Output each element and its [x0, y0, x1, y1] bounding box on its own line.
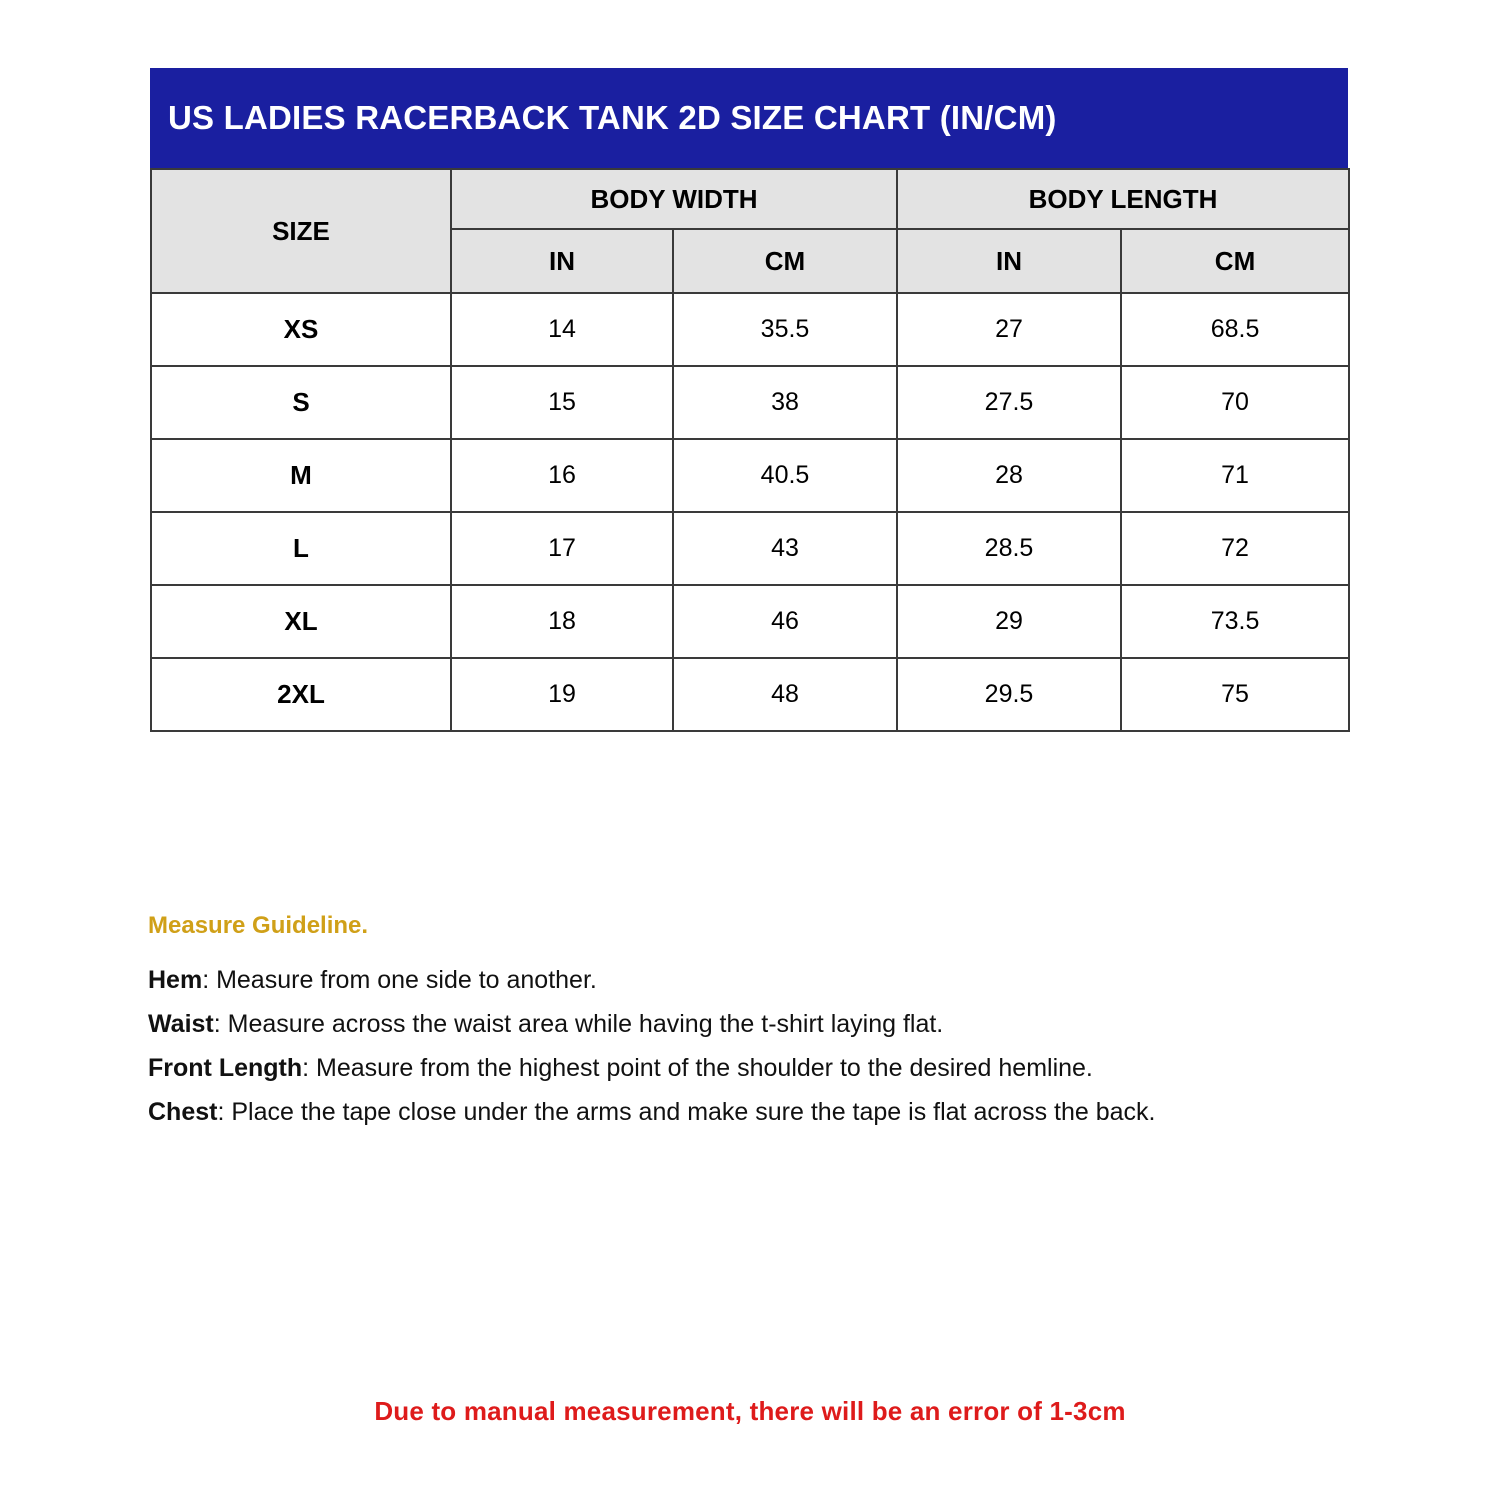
cell-body-width-in: 17 — [451, 512, 673, 585]
guideline-item-chest — [148, 1090, 1408, 1134]
cell-size: XL — [151, 585, 451, 658]
chart-title-banner: US LADIES RACERBACK TANK 2D SIZE CHART (IN/CM) — [150, 68, 1348, 168]
guideline-label-hem: Hem — [148, 966, 203, 994]
column-header-body-length-cm: CM — [1121, 229, 1349, 293]
cell-body-length-in: 29 — [897, 585, 1121, 658]
cell-body-width-cm: 38 — [673, 366, 897, 439]
table-row — [151, 658, 1349, 731]
table-row — [151, 293, 1349, 366]
cell-size: S — [151, 366, 451, 439]
cell-body-length-in: 27.5 — [897, 366, 1121, 439]
cell-body-length-in: 28 — [897, 439, 1121, 512]
cell-size: XS — [151, 293, 451, 366]
cell-body-width-cm: 46 — [673, 585, 897, 658]
guideline-text-hem: : Measure from one side to another. — [202, 966, 597, 994]
table-body — [151, 293, 1349, 731]
cell-size: L — [151, 512, 451, 585]
measure-guideline-block — [148, 912, 1408, 1134]
cell-body-length-in: 29.5 — [897, 658, 1121, 731]
manual-measurement-disclaimer: Due to manual measurement, there will be an error of 1-3cm — [374, 1396, 1126, 1426]
size-chart-table — [150, 168, 1350, 732]
table-header-group-row — [151, 169, 1349, 229]
cell-body-length-cm: 70 — [1121, 366, 1349, 439]
cell-size: M — [151, 439, 451, 512]
table-head — [151, 169, 1349, 293]
cell-body-length-cm: 68.5 — [1121, 293, 1349, 366]
column-header-size: SIZE — [151, 169, 451, 293]
cell-body-width-in: 18 — [451, 585, 673, 658]
cell-size: 2XL — [151, 658, 451, 731]
cell-body-width-in: 19 — [451, 658, 673, 731]
measure-guideline-title: Measure Guideline. — [148, 912, 369, 939]
column-header-body-width-in: IN — [451, 229, 673, 293]
guideline-item-front-length — [148, 1046, 1408, 1090]
guideline-text-waist: : Measure across the waist area while having the t-shirt laying flat. — [213, 1010, 944, 1038]
guideline-label-waist: Waist — [148, 1010, 214, 1038]
table-row — [151, 366, 1349, 439]
cell-body-width-cm: 48 — [673, 658, 897, 731]
column-header-body-width-cm: CM — [673, 229, 897, 293]
table-row — [151, 512, 1349, 585]
column-header-body-width: BODY WIDTH — [451, 169, 897, 229]
table-row — [151, 585, 1349, 658]
guideline-item-waist — [148, 1002, 1408, 1046]
cell-body-width-cm: 40.5 — [673, 439, 897, 512]
cell-body-length-cm: 72 — [1121, 512, 1349, 585]
guideline-label-chest: Chest — [148, 1098, 218, 1126]
cell-body-width-cm: 35.5 — [673, 293, 897, 366]
cell-body-length-in: 28.5 — [897, 512, 1121, 585]
cell-body-length-cm: 75 — [1121, 658, 1349, 731]
column-header-body-length-in: IN — [897, 229, 1121, 293]
cell-body-width-in: 14 — [451, 293, 673, 366]
cell-body-length-cm: 73.5 — [1121, 585, 1349, 658]
size-chart-block — [150, 68, 1348, 732]
guideline-text-front-length: : Measure from the highest point of the shoulder to the desired hemline. — [302, 1054, 1093, 1082]
cell-body-width-in: 16 — [451, 439, 673, 512]
cell-body-length-cm: 71 — [1121, 439, 1349, 512]
cell-body-length-in: 27 — [897, 293, 1121, 366]
guideline-item-hem — [148, 958, 1408, 1002]
table-row — [151, 439, 1349, 512]
column-header-body-length: BODY LENGTH — [897, 169, 1349, 229]
guideline-text-chest: : Place the tape close under the arms and make sure the tape is flat across the back. — [217, 1098, 1156, 1126]
cell-body-width-in: 15 — [451, 366, 673, 439]
cell-body-width-cm: 43 — [673, 512, 897, 585]
guideline-label-front-length: Front Length — [148, 1054, 303, 1082]
